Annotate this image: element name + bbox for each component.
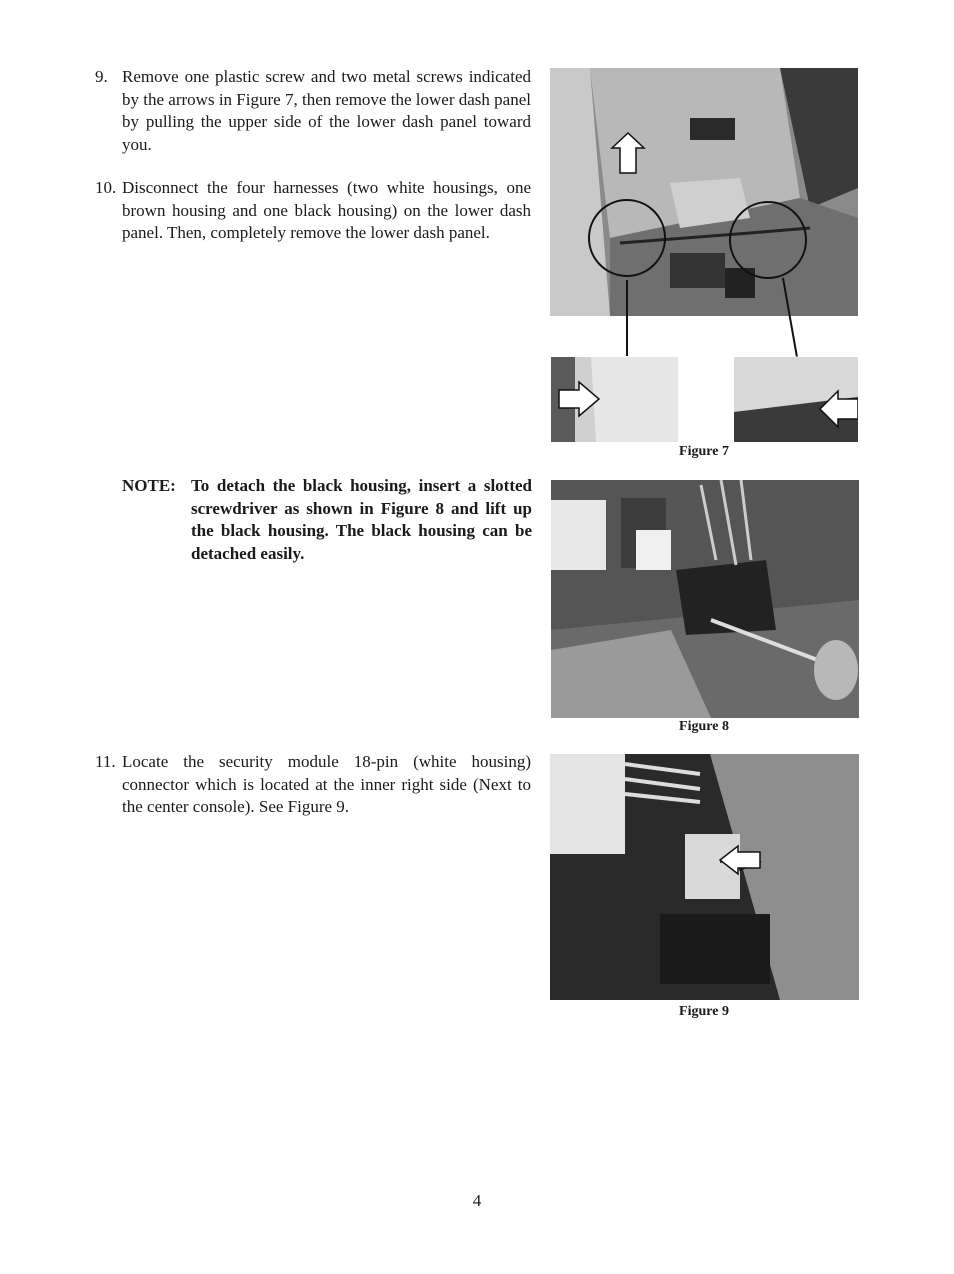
figure-7-caption: Figure 7	[679, 444, 729, 459]
step-text: Remove one plastic screw and two metal screws indicated by the arrows in Figure 7, then remove the lower dash panel by pulling the upper side of the lower dash panel toward you.	[122, 67, 531, 154]
figure-7-main-photo	[550, 68, 858, 316]
figure-9-caption: Figure 9	[679, 1004, 729, 1019]
step-number: 11.	[95, 752, 116, 771]
figure-7-inset-left	[551, 357, 678, 442]
leader-line-left	[626, 280, 628, 356]
figure-9-photo	[550, 754, 859, 1000]
page-number: 4	[472, 1191, 482, 1210]
figure-8-caption: Figure 8	[679, 719, 729, 734]
step-number: 9.	[95, 67, 108, 86]
step-number: 10.	[95, 178, 117, 197]
step-text: Locate the security module 18-pin (white housing) connector which is located at the inner right side (Next to the center console). See Figure 9.	[122, 752, 531, 816]
figure-8-photo	[551, 480, 859, 718]
figure-7-inset-right	[734, 357, 858, 442]
step-text: Disconnect the four harnesses (two white housings, one brown housing and one black housing) on the lower dash panel. Then, completely remove the lower dash panel.	[122, 178, 531, 242]
note-label: NOTE:	[122, 476, 176, 495]
note-text: To detach the black housing, insert a slotted screwdriver as shown in Figure 8 and lift up the black housing. The black housing can be detached easily.	[191, 476, 532, 563]
